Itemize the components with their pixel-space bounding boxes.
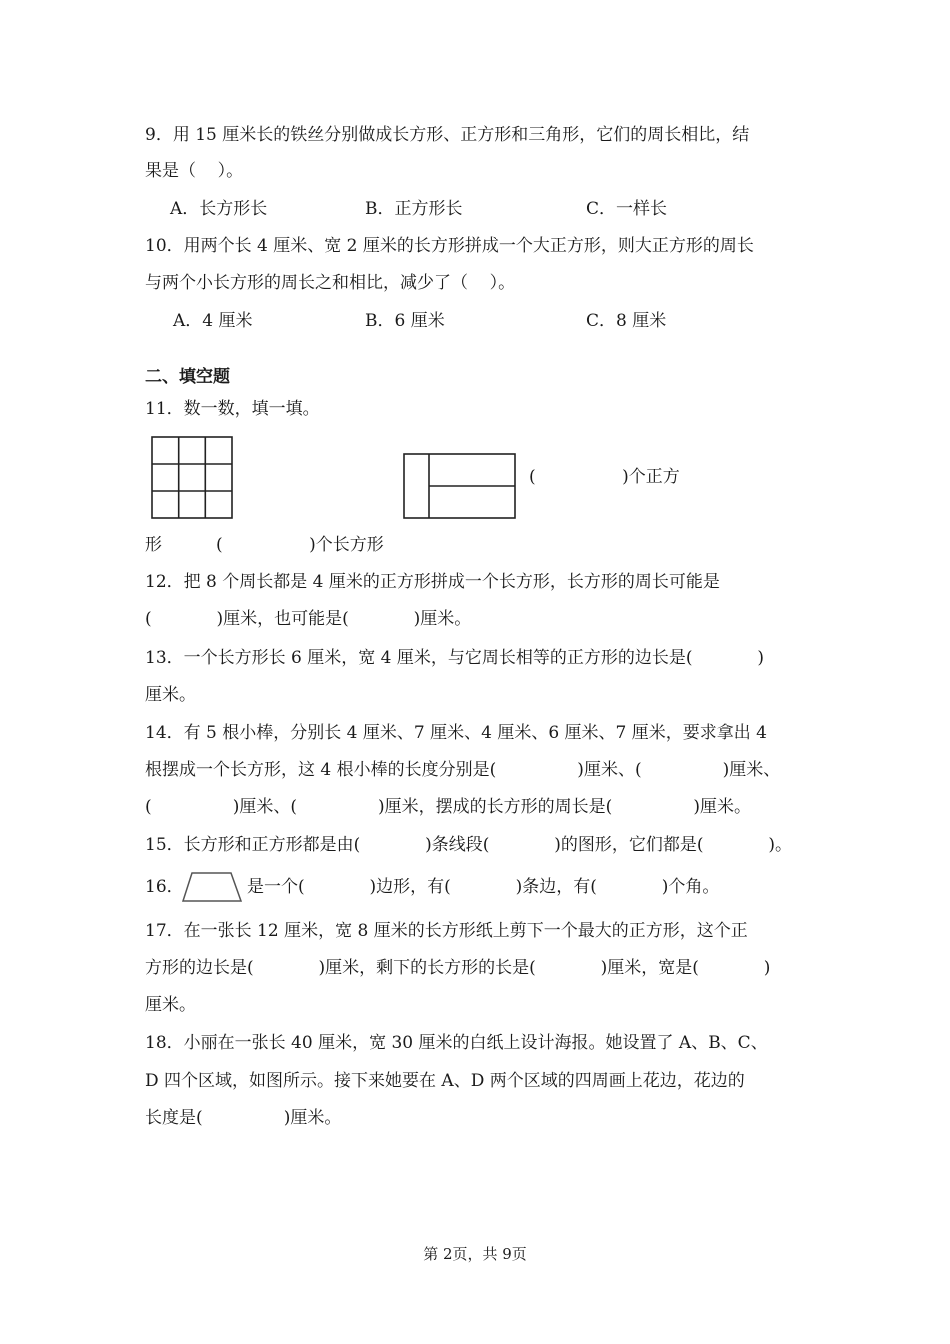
q18-text-line3: 长度是( )厘米。: [145, 1108, 342, 1128]
q10-text-line2: 与两个小长方形的周长之和相比，减少了（ ）。: [145, 273, 516, 293]
q12-text-line2: ( )厘米，也可能是( )厘米。: [145, 609, 472, 629]
q14-text-line3: ( )厘米、( )厘米，摆成的长方形的周长是( )厘米。: [145, 797, 751, 817]
rectangles-figure: [403, 453, 517, 520]
q11-text-line1: 11．数一数，填一填。: [145, 399, 320, 419]
q10-text-line1: 10．用两个长 4 厘米、宽 2 厘米的长方形拼成一个大正方形，则大正方形的周长: [145, 236, 754, 256]
page-footer: 第 2页，共 9页: [423, 1245, 527, 1263]
q10-option-c: C．8 厘米: [586, 311, 667, 331]
q14-text-line2: 根摆成一个长方形，这 4 根小棒的长度分别是( )厘米、( )厘米、: [145, 760, 781, 780]
section-title: 二、填空题: [145, 367, 230, 387]
trapezoid-figure: [181, 871, 243, 903]
q17-text-line2: 方形的边长是( )厘米，剩下的长方形的长是( )厘米，宽是( ): [145, 958, 771, 978]
q16-prefix: 16．: [145, 877, 184, 897]
q13-text-line2: 厘米。: [145, 685, 196, 705]
q9-text-line1: 9．用 15 厘米长的铁丝分别做成长方形、正方形和三角形，它们的周长相比，结: [145, 125, 750, 145]
q9-text-line2: 果是（ ）。: [145, 161, 244, 181]
q9-option-b: B．正方形长: [365, 199, 463, 219]
q17-text-line3: 厘米。: [145, 995, 196, 1015]
q18-text-line1: 18．小丽在一张长 40 厘米，宽 30 厘米的白纸上设计海报。她设置了 A、B、C、: [145, 1033, 768, 1053]
q14-text-line1: 14．有 5 根小棒，分别长 4 厘米、7 厘米、4 厘米、6 厘米、7 厘米，要求拿出 4: [145, 723, 767, 743]
q10-option-a: A．4 厘米: [173, 311, 253, 331]
q9-option-a: A．长方形长: [170, 199, 268, 219]
q10-option-b: B．6 厘米: [365, 311, 445, 331]
q11-blank-squares: ( )个正方: [529, 467, 680, 487]
q18-text-line2: D 四个区域，如图所示。接下来她要在 A、D 两个区域的四周画上花边，花边的: [145, 1071, 745, 1091]
q15-text-line1: 15．长方形和正方形都是由( )条线段( )的图形，它们都是( )。: [145, 835, 792, 855]
q17-text-line1: 17．在一张长 12 厘米，宽 8 厘米的长方形纸上剪下一个最大的正方形，这个正: [145, 921, 748, 941]
q9-option-c: C．一样长: [586, 199, 668, 219]
q16-text-rest: 是一个( )边形，有( )条边，有( )个角。: [247, 877, 720, 897]
q13-text-line1: 13．一个长方形长 6 厘米，宽 4 厘米，与它周长相等的正方形的边长是( ): [145, 648, 764, 668]
grid-3x3-figure: [151, 436, 234, 520]
q11-text-cont: 形 ( )个长方形: [145, 535, 384, 555]
q12-text-line1: 12．把 8 个周长都是 4 厘米的正方形拼成一个长方形，长方形的周长可能是: [145, 572, 720, 592]
